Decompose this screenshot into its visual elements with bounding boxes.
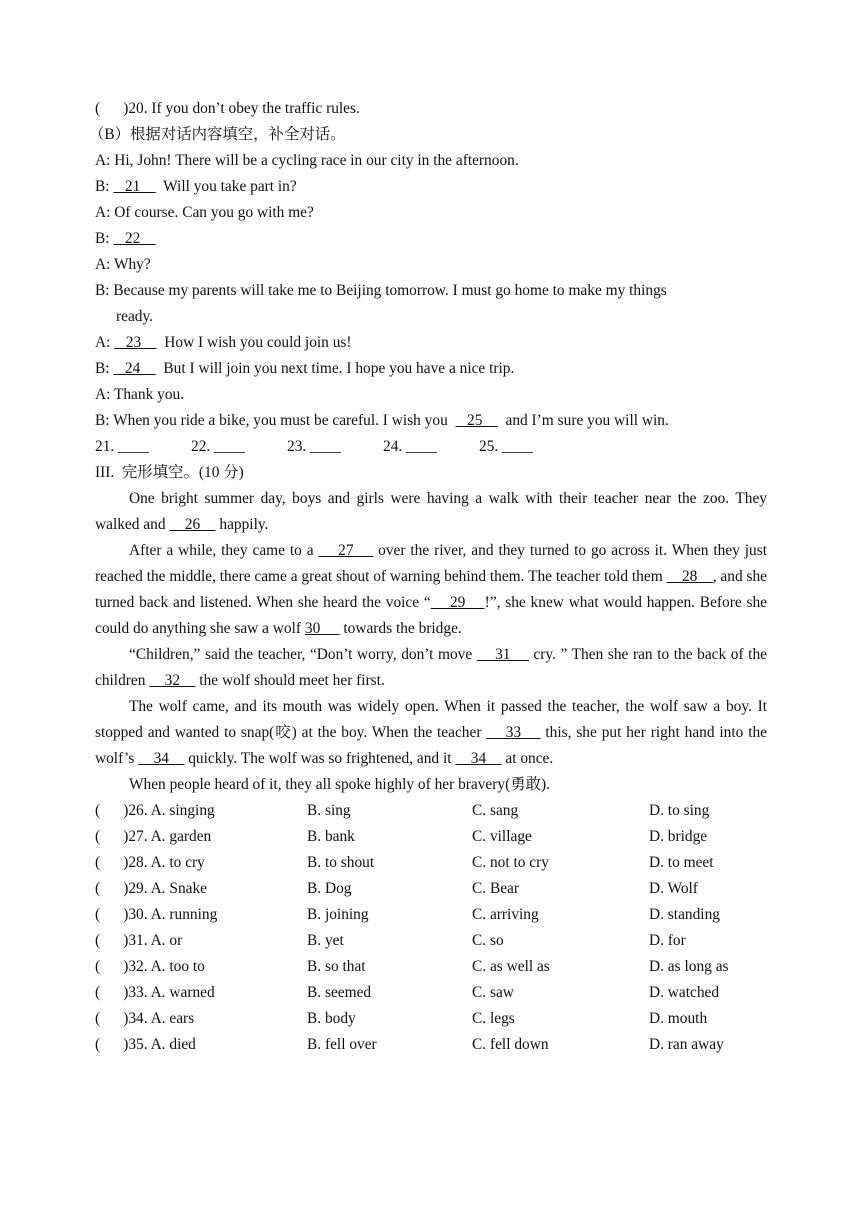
blank-24: 24 xyxy=(113,360,156,377)
blank-29: 29 xyxy=(430,594,485,611)
answer-21: 21. ____ xyxy=(95,438,149,455)
blank-28: 28 xyxy=(666,568,713,585)
option-row-34: ( )34. A. ears B. body C. legs D. mouth xyxy=(95,1010,708,1027)
dialogue-line: A: Of course. Can you go with me? xyxy=(95,204,314,221)
blank-25: 25 xyxy=(455,412,498,429)
section-b-title: （B）根据对话内容填空，补全对话。 xyxy=(89,126,346,143)
option-row-33: ( )33. A. warned B. seemed C. saw D. watched xyxy=(95,984,720,1001)
dialogue-line: A: Thank you. xyxy=(95,386,185,403)
option-row-29: ( )29. A. Snake B. Dog C. Bear D. Wolf xyxy=(95,880,698,897)
option-row-27: ( )27. A. garden B. bank C. village D. bridge xyxy=(95,828,708,845)
option-row-31: ( )31. A. or B. yet C. so D. for xyxy=(95,932,686,949)
answer-25: 25. ____ xyxy=(479,438,533,455)
option-row-35: ( )35. A. died B. fell over C. fell down D. ran away xyxy=(95,1036,724,1053)
passage-paragraph-3: “Children,” said the teacher, “Don’t worry, don’t move 31 cry. ” Then she ran to the back of the children 32 the wolf should meet her first. xyxy=(95,646,767,689)
option-row-28: ( )28. A. to cry B. to shout C. not to cry D. to meet xyxy=(95,854,714,871)
passage-paragraph-4: The wolf came, and its mouth was widely open. When it passed the teacher, the wolf saw a boy. It stopped and wanted to snap(咬) at the boy. When the teacher 33 this, she put her right hand into the wolf’s 34 quickly. The wolf was so frightened, and it 34 at once. xyxy=(95,698,768,767)
blank-27: 27 xyxy=(318,542,374,559)
dialogue-line: B: 24 But I will join you next time. I hope you have a nice trip. xyxy=(95,360,515,377)
answer-22: 22. ____ xyxy=(191,438,245,455)
dialogue-line: A: Why? xyxy=(95,256,151,273)
dialogue-line: B: 21 Will you take part in? xyxy=(95,178,297,195)
blank-23: 23 xyxy=(114,334,157,351)
dialogue-line: A: Hi, John! There will be a cycling race in our city in the afternoon. xyxy=(95,152,519,169)
option-row-32: ( )32. A. too to B. so that C. as well as D. as long as xyxy=(95,958,729,975)
blank-32: 32 xyxy=(149,672,196,689)
blank-33: 33 xyxy=(486,724,541,741)
blank-26: 26 xyxy=(169,516,216,533)
dialogue-line: B: Because my parents will take me to Beijing tomorrow. I must go home to make my things xyxy=(95,282,667,299)
option-row-30: ( )30. A. running B. joining C. arriving D. standing xyxy=(95,906,720,923)
blank-34: 34 xyxy=(138,750,185,767)
dialogue-line: B: When you ride a bike, you must be careful. I wish you 25 and I’m sure you will win. xyxy=(95,412,669,429)
option-row-26: ( )26. A. singing B. sing C. sang D. to sing xyxy=(95,802,710,819)
blank-34b: 34 xyxy=(455,750,502,767)
passage-paragraph-1: One bright summer day, boys and girls were having a walk with their teacher near the zoo. They walked and 26 happily. xyxy=(95,490,767,533)
blank-22: 22 xyxy=(113,230,156,247)
dialogue-line: A: 23 How I wish you could join us! xyxy=(95,334,352,351)
answer-24: 24. ____ xyxy=(383,438,437,455)
blank-21: 21 xyxy=(113,178,156,195)
passage-paragraph-2: After a while, they came to a 27 over the river, and they turned to go across it. When they just reached the middle, there came a great shout of warning behind them. The teacher told them 28 , and she turned back and listened. When she heard the voice “ 29 !”, she knew what would happen. Before she could do anything she saw a wolf 30 towards the bridge. xyxy=(95,542,768,637)
question-20: ( )20. If you don’t obey the traffic rules. xyxy=(95,100,360,117)
document-page xyxy=(89,96,768,1058)
options-table xyxy=(95,798,767,1058)
answer-blanks xyxy=(95,434,767,460)
blank-30: 30 xyxy=(304,620,340,637)
passage-paragraph-5: When people heard of it, they all spoke highly of her bravery(勇敢). xyxy=(129,776,550,793)
answer-23: 23. ____ xyxy=(287,438,341,455)
section-3-title: III. 完形填空。(10 分) xyxy=(95,464,244,481)
dialogue-line: B: 22 xyxy=(95,230,156,247)
dialogue-line-cont: ready. xyxy=(116,308,154,325)
blank-31: 31 xyxy=(476,646,529,663)
